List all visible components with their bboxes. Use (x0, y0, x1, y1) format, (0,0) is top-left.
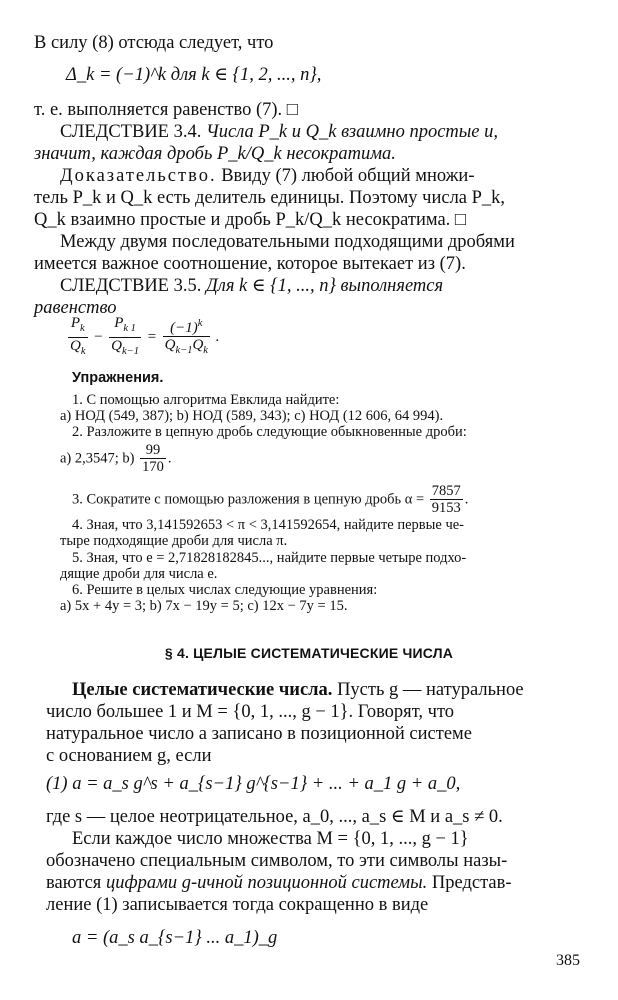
exercise-line: 3. Сократите с помощью разложения в цепную дробь α = $\frac{7857}{9153}$ . (72, 483, 469, 516)
proof-heading: Доказательство. (60, 166, 217, 186)
exercise-line: 4. Зная, что 3,141592653 < π < 3,141592654, найдите первые че- (72, 517, 465, 533)
paragraph-line: с основанием g, если (46, 746, 212, 766)
proof-line: Q_k взаимно простые и дробь P_k/Q_k несократима. □ (34, 210, 467, 230)
corollary-3-5 (60, 275, 443, 297)
corollary-heading: СЛЕДСТВИЕ 3.5. (60, 276, 202, 296)
exercise-line: 6. Решите в целых числах следующие уравнения: (72, 582, 378, 598)
text-line: В силу (8) отсюда следует, что (34, 33, 274, 53)
equation-fraction-difference: $\frac{P_k}{Q_k}$ − $\frac{P_{k 1}}{Q_{k-1}}$ = $\frac{(-1)^k}{Q_{k-1}Q_k}$ . (70, 315, 220, 357)
exercise-line: тыре подходящие дроби для числа π. (60, 533, 288, 549)
text-line: т. е. выполняется равенство (7). □ (34, 100, 298, 120)
corollary-text: равенство (34, 298, 117, 318)
exercise-line: 2. Разложите в цепную дробь следующие обыкновенные дроби: (72, 424, 467, 440)
page-number: 385 (556, 952, 580, 969)
paragraph-line: ваются цифрами g-ичной позиционной системы. Представ- (46, 873, 512, 893)
paragraph-line: число большее 1 и M = {0, 1, ..., g − 1}. Говорят, что (46, 702, 455, 722)
paragraph-line: Если каждое число множества M = {0, 1, ..., g − 1} (72, 829, 469, 849)
paragraph-line: ление (1) записывается тогда сокращенно в виде (46, 895, 429, 915)
text-line: Между двумя последовательными подходящими дробями (60, 232, 515, 252)
proof-line (60, 165, 474, 187)
corollary-text: Числа P_k и Q_k взаимно простые и, (206, 122, 499, 142)
paragraph-line: Целые систематические числа. Пусть g — натуральное (72, 680, 524, 700)
exercise-line: 5. Зная, что e = 2,71828182845..., найдите первые четыре подхо- (72, 550, 467, 566)
exercise-line: a) 5x + 4y = 3; b) 7x − 19y = 5; c) 12x − 7y = 15. (60, 598, 348, 614)
paragraph-line: натуральное число a записано в позиционной системе (46, 724, 472, 744)
section-title: § 4. ЦЕЛЫЕ СИСТЕМАТИЧЕСКИЕ ЧИСЛА (164, 645, 454, 661)
text-line: имеется важное соотношение, которое вытекает из (7). (34, 254, 466, 274)
exercise-line: a) НОД (549, 387); b) НОД (589, 343); c) НОД (12 606, 64 994). (60, 408, 444, 424)
exercise-line: дящие дроби для числа e. (60, 566, 218, 582)
corollary-heading: СЛЕДСТВИЕ 3.4. (60, 122, 202, 142)
equation-short: a = (a_s a_{s−1} ... a_1)_g (72, 928, 278, 948)
corollary-text: значит, каждая дробь P_k/Q_k несократима. (34, 144, 396, 164)
paragraph-heading: Целые систематические числа. (72, 680, 333, 700)
equation-1: (1) a = a_s g^s + a_{s−1} g^{s−1} + ... + a_1 g + a_0, (46, 774, 461, 794)
proof-line: тель P_k и Q_k есть делитель единицы. Поэтому числа P_k, (34, 188, 506, 208)
exercise-line: 1. С помощью алгоритма Евклида найдите: (72, 392, 340, 408)
equation-delta: Δ_k = (−1)^k для k ∈ {1, 2, ..., n}, (66, 65, 322, 85)
proof-text: Ввиду (7) любой общий множи- (221, 166, 475, 186)
paragraph-line: обозначено специальным символом, то эти символы назы- (46, 851, 508, 871)
exercise-line: a) 2,3547; b) $\frac{99}{170}$ . (60, 442, 172, 475)
corollary-3-4 (60, 121, 498, 143)
paragraph-line: где s — целое неотрицательное, a_0, ..., a_s ∈ M и a_s ≠ 0. (46, 807, 503, 827)
corollary-text: Для k ∈ {1, ..., n} выполняется (206, 276, 444, 296)
exercises-title: Упражнения. (72, 370, 164, 386)
